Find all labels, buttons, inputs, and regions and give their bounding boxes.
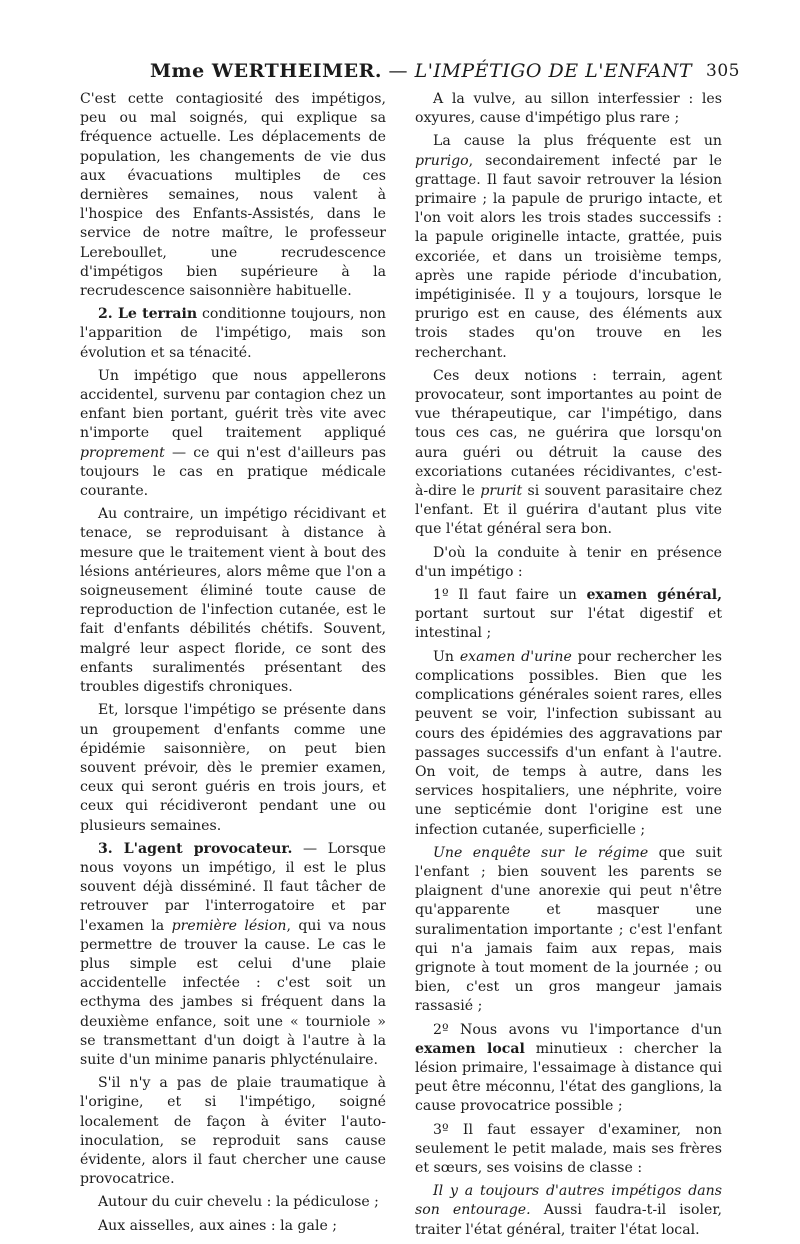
strong-text: examen général, — [586, 587, 722, 604]
paragraph-text: conditionne toujours, non l'apparition de l'impétigo, mais son évolution et sa ténacité. — [80, 306, 387, 361]
section-heading: 2. Le terrain — [98, 306, 198, 323]
running-header — [150, 60, 740, 86]
right-column — [415, 90, 722, 1244]
paragraph — [415, 132, 722, 362]
paragraph-text: — Lorsque nous voyons un impétigo, il est le plus souvent déjà disséminé. Il faut tâcher de retrouver par l'interrogatoire et par l'examen la — [80, 840, 386, 934]
paragraph-text: que suit l'enfant ; bien souvent les parents se plaignent d'une anorexie qui peut n'être qu'apparente et masquer une suralimentation importante ; c'est l'enfant qui n'a jamais faim aux repas, mais grignote à tout moment de la journée ; ou bien, c'est un gros mangeur jamais rassasié ; — [415, 844, 722, 1015]
paragraph — [80, 840, 386, 1070]
paragraph-text: 2º Nous avons vu l'importance d'un — [433, 1021, 722, 1038]
paragraph-text: Aussi faudra-t-il isoler, traiter l'état général, traiter l'état local. — [415, 1202, 722, 1238]
paragraph: A la vulve, au sillon interfessier : les oxyures, cause d'impétigo plus rare ; — [415, 91, 722, 127]
paragraph-text: La cause la plus fréquente est un — [433, 133, 722, 150]
paragraph-text: si souvent parasitaire chez l'enfant. Et il guérira d'autant plus vite que l'état général sera bon. — [415, 483, 722, 538]
paragraph: D'où la conduite à tenir en présence d'un impétigo : — [415, 544, 722, 580]
paragraph-text: portant surtout sur l'état digestif et intestinal ; — [415, 606, 722, 642]
paragraph-text: Un — [433, 648, 460, 665]
paragraph: S'il n'y a pas de plaie traumatique à l'origine, et si l'impétigo, soigné localement de façon à éviter l'auto-inoculation, se reproduit sans cause évidente, alors il faut chercher une cause provocatrice. — [80, 1075, 386, 1188]
paragraph: Et, lorsque l'impétigo se présente dans un groupement d'enfants comme une épidémie saisonnière, on peut bien souvent prévoir, dès le premier examen, ceux qui seront guéris en trois jours, et ceux qui récidiveront pendant une ou plusieurs semaines. — [80, 702, 386, 834]
emphasis: prurit — [480, 483, 523, 500]
page-number: 305 — [706, 61, 740, 81]
paragraph-text: — ce qui n'est d'ailleurs pas toujours le cas en pratique médicale courante. — [80, 444, 386, 500]
paragraph: C'est cette contagiosité des impétigos, peu ou mal soignés, qui explique sa fréquence actuelle. Les déplacements de population, les changements de vie dus aux évacuations multiples de ces dernières semaines, nous valent à l'hospice des Enfants-Assistés, dans le service de notre maître, le professeur Lereboullet, une recrudescence d'impétigos bien supérieure à la recrudescence saisonnière habituelle. — [80, 91, 386, 300]
paragraph — [415, 586, 722, 644]
paragraph — [415, 1182, 722, 1240]
paragraph-text: pour rechercher les complications possibles. Bien que les complications générales soient rares, elles peuvent se voir, l'infection subissant au cours des épidémies des aggravations par passages successifs d'un enfant à l'autre. On voit, de temps à autre, dans les services hospitaliers, une néphrite, voire une septicémie dont l'origine est une infection cutanée, superficielle ; — [415, 648, 722, 838]
paragraph-text: Ces deux notions : terrain, agent provocateur, sont importantes au point de vue thérapeutique, car l'impétigo, dans tous ces cas, ne guérira que lorsqu'on aura guéri ou détruit la cause des excoriations cutanées récidivantes, c'est-à-dire le — [415, 367, 722, 500]
paragraph — [415, 648, 722, 840]
paragraph — [80, 367, 386, 501]
paragraph — [415, 844, 722, 1017]
paragraph: 3º Il faut essayer d'examiner, non seulement le petit malade, mais ses frères et sœurs, ses voisins de classe : — [415, 1121, 722, 1176]
left-column — [80, 90, 386, 1240]
paragraph — [80, 305, 386, 363]
paragraph: Aux aisselles, aux aines : la gale ; — [98, 1217, 338, 1234]
emphasis: proprement — [80, 444, 165, 461]
strong-text: examen local — [415, 1040, 525, 1057]
header-author: Mme WERTHEIMER. — [150, 60, 382, 82]
paragraph-text: minutieux : chercher la lésion primaire, l'essaimage à distance qui peut être méconnu, l'état des ganglions, la cause provocatrice possible ; — [415, 1040, 722, 1115]
paragraph: Autour du cuir chevelu : la pédiculose ; — [98, 1194, 379, 1211]
paragraph-text: Un impétigo que nous appellerons accidentel, survenu par contagion chez un enfant bien portant, guérit très vite avec n'importe quel traitement appliqué — [80, 367, 386, 442]
paragraph-text: , secondairement infecté par le grattage. Il faut savoir retrouver la lésion primaire ; la papule de prurigo intacte, et l'on voit alors les trois stades successifs : la papule originelle intacte, grattée, puis excoriée, et dans un troisième temps, après une rapide période d'incubation, impétiginisée. Il y a toujours, lorsque le prurigo est en cause, des éléments aux trois stades qu'on trouve en les recherchant. — [415, 152, 722, 361]
paragraph: Au contraire, un impétigo récidivant et tenace, se reproduisant à distance à mesure que le traitement vient à bout des lésions antérieures, alors même que l'on a soigneusement éliminé toute cause de reproduction de l'infection cutanée, est le fait d'enfants débilités chétifs. Souvent, malgré leur aspect floride, ce sont des enfants suralimentés présentant des troubles digestifs chroniques. — [80, 506, 386, 696]
emphasis: prurigo — [415, 152, 469, 169]
header-dash: — — [382, 60, 415, 82]
section-heading: 3. L'agent provocateur. — [98, 840, 293, 857]
emphasis: Il y a toujours d'autres impétigos dans son entourage. — [415, 1183, 722, 1219]
emphasis: première lésion — [171, 917, 287, 934]
emphasis: examen d'urine — [459, 648, 572, 665]
header-title: L'IMPÉTIGO DE L'ENFANT — [414, 60, 693, 82]
paragraph — [415, 1021, 722, 1117]
paragraph-text: 1º Il faut faire un — [433, 587, 587, 604]
emphasis: Une enquête sur le régime — [433, 844, 649, 861]
paragraph — [415, 367, 722, 540]
paragraph-text: , qui va nous permettre de trouver la cause. Le cas le plus simple est celui d'une plaie accidentelle infectée : c'est soit un ecthyma des jambes si fréquent dans la deuxième enfance, soit une « tourniole » se transmettant d'un doigt à l'autre à la suite d'un minime panaris phlycténulaire. — [80, 917, 386, 1068]
